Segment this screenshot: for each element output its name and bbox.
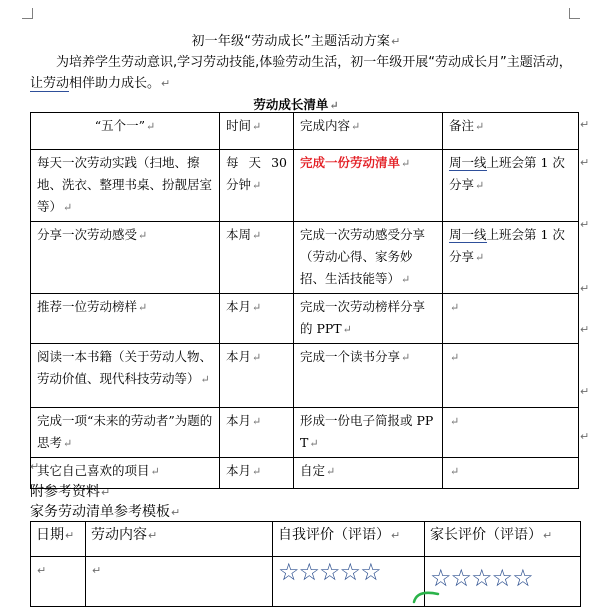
empty-paragraph-mark: ↵ xyxy=(30,460,40,473)
table-cell-note[interactable]: 周一线上班会第 1 次分享↵ xyxy=(443,222,579,294)
row-end-mark: ↵ xyxy=(580,323,590,336)
intro-underlined-text: 让劳动 xyxy=(30,76,70,91)
table-row xyxy=(31,344,579,408)
table-header-row xyxy=(31,113,579,150)
table-cell-note[interactable]: ↵ xyxy=(443,294,579,344)
table-header-cell[interactable]: 完成内容↵ xyxy=(294,113,443,150)
row-end-mark: ↵ xyxy=(580,282,590,295)
template-cell-self-rating[interactable] xyxy=(273,557,425,607)
table-cell-content[interactable]: 完成一份劳动清单↵ xyxy=(294,150,443,222)
template-row xyxy=(31,557,581,607)
intro-paragraph[interactable]: 为培养学生劳动意识,学习劳动技能,体验劳动生活，初一年级开展“劳动成长月”主题活动，让劳动相伴助力成长。↵ xyxy=(30,55,572,91)
template-cell-content[interactable]: ↵ xyxy=(86,557,273,607)
template-cell-date[interactable]: ↵ xyxy=(31,557,86,607)
table-row xyxy=(31,150,579,222)
table-header-cell[interactable]: 备注↵ xyxy=(443,113,579,150)
table-cell-item[interactable]: 完成一项“未来的劳动者”为题的思考↵ xyxy=(31,408,220,458)
table-cell-time[interactable]: 本月↵ xyxy=(220,344,294,408)
template-header-cell[interactable]: 自我评价（评语）↵ xyxy=(273,522,425,557)
template-header-cell[interactable]: 家长评价（评语）↵ xyxy=(425,522,581,557)
table-header-cell[interactable]: “五个一”↵ xyxy=(31,113,220,150)
crop-mark-top-right xyxy=(569,8,580,19)
crop-mark-top-left xyxy=(22,8,33,19)
template-table xyxy=(30,521,581,607)
table-cell-time[interactable]: 本月↵ xyxy=(220,408,294,458)
list-title[interactable]: 劳动成长清单↵ xyxy=(253,97,339,112)
table-row xyxy=(31,222,579,294)
table-cell-item[interactable]: 每天一次劳动实践（扫地、擦地、洗衣、整理书桌、扮靓居室等）↵ xyxy=(31,150,220,222)
template-header-cell[interactable]: 日期↵ xyxy=(31,522,86,557)
table-row xyxy=(31,294,579,344)
table-cell-content[interactable]: 形成一份电子简报或 PPT↵ xyxy=(294,408,443,458)
table-cell-note[interactable]: 周一线上班会第 1 次分享↵ xyxy=(443,150,579,222)
table-cell-item[interactable]: 推荐一位劳动榜样↵ xyxy=(31,294,220,344)
table-cell-content[interactable]: 自定↵ xyxy=(294,458,443,489)
row-end-mark: ↵ xyxy=(580,385,590,398)
row-end-mark: ↵ xyxy=(580,156,590,169)
green-ink-stroke-icon xyxy=(412,588,442,604)
row-end-mark: ↵ xyxy=(580,218,590,231)
star-rating-icon[interactable]: ☆☆☆☆☆ xyxy=(278,558,381,586)
table-cell-content[interactable]: 完成一次劳动榜样分享的 PPT↵ xyxy=(294,294,443,344)
row-end-mark: ↵ xyxy=(580,430,590,443)
table-row xyxy=(31,458,579,489)
table-cell-item[interactable]: 其它自己喜欢的项目↵ xyxy=(31,458,220,489)
table-row xyxy=(31,408,579,458)
table-cell-content[interactable]: 完成一个读书分享↵ xyxy=(294,344,443,408)
plan-table xyxy=(30,112,579,489)
template-header-cell[interactable]: 劳动内容↵ xyxy=(86,522,273,557)
table-cell-time[interactable]: 每 天 30 分钟↵ xyxy=(220,150,294,222)
template-cell-parent-rating[interactable] xyxy=(425,557,581,607)
table-cell-content[interactable]: 完成一次劳动感受分享（劳动心得、家务妙招、生活技能等）↵ xyxy=(294,222,443,294)
table-cell-note[interactable]: ↵ xyxy=(443,408,579,458)
document-title[interactable]: 初一年级“劳动成长”主题活动方案↵ xyxy=(191,34,401,49)
table-cell-time[interactable]: 本月↵ xyxy=(220,458,294,489)
row-end-mark: ↵ xyxy=(580,118,590,131)
table-header-cell[interactable]: 时间↵ xyxy=(220,113,294,150)
table-cell-item[interactable]: 阅读一本书籍（关于劳动人物、劳动价值、现代科技劳动等）↵ xyxy=(31,344,220,408)
template-title[interactable]: 家务劳动清单参考模板↵ xyxy=(30,504,181,520)
table-cell-note[interactable]: ↵ xyxy=(443,458,579,489)
table-cell-note[interactable]: ↵ xyxy=(443,344,579,408)
table-cell-item[interactable]: 分享一次劳动感受↵ xyxy=(31,222,220,294)
table-cell-time[interactable]: 本周↵ xyxy=(220,222,294,294)
reference-title[interactable]: 附参考资料↵ xyxy=(30,484,111,500)
star-rating-icon[interactable]: ☆☆☆☆☆ xyxy=(430,564,533,592)
table-cell-time[interactable]: 本月↵ xyxy=(220,294,294,344)
template-header-row xyxy=(31,522,581,557)
